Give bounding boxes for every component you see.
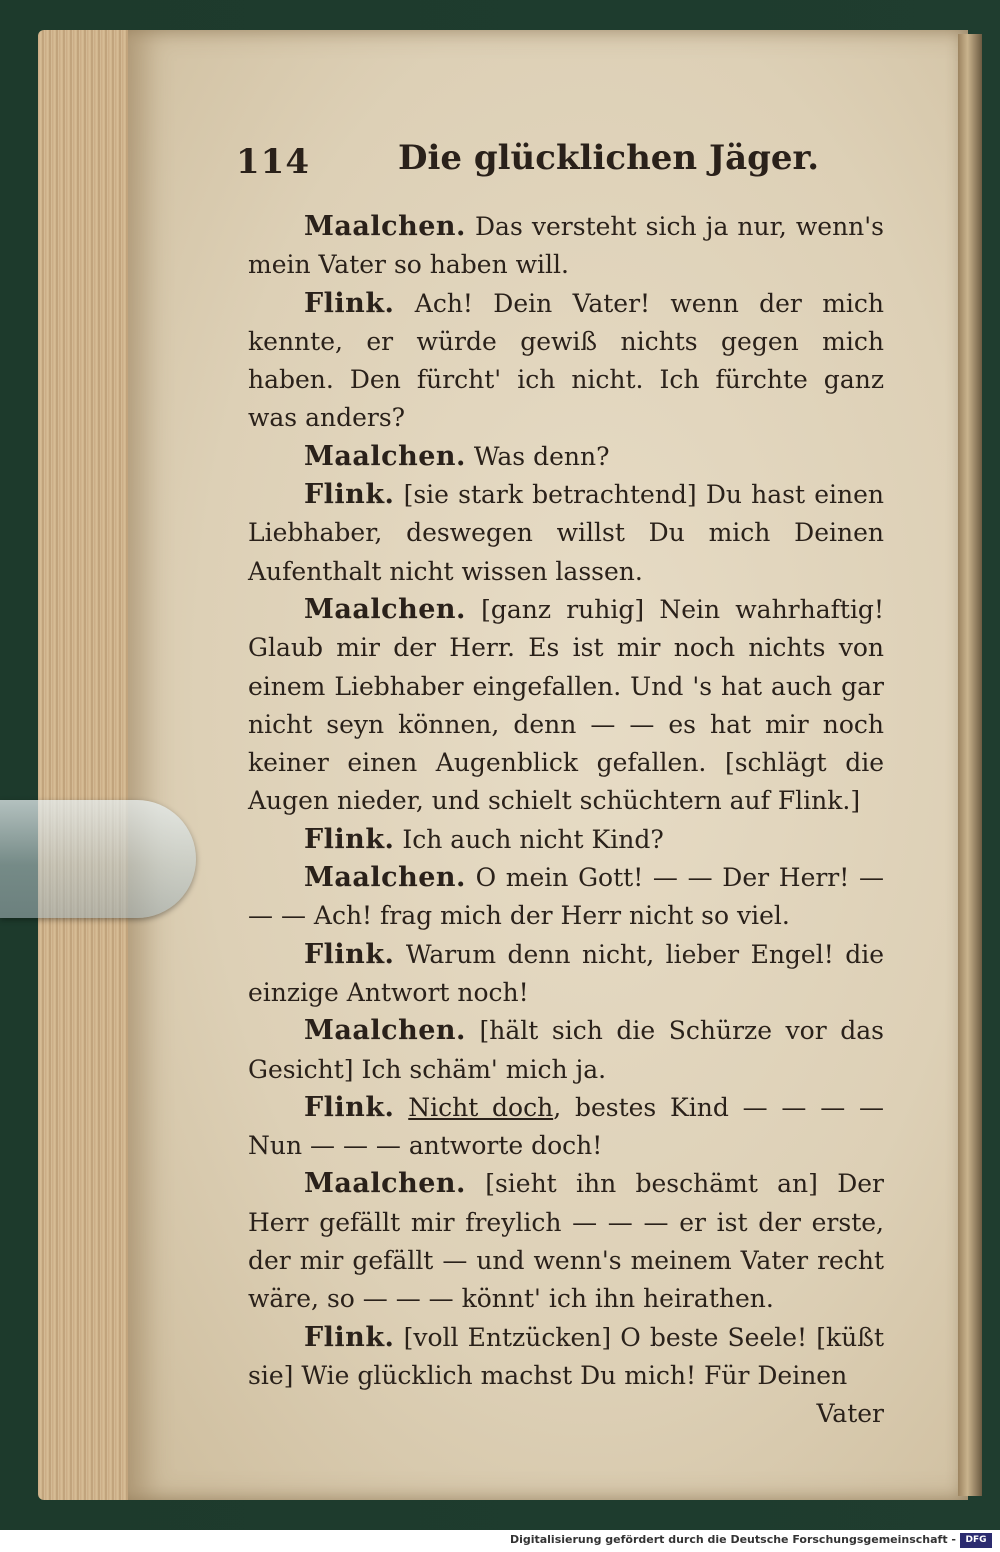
dialogue-line: O beste Seele! [küßt sie] Wie glücklich machst Du mich! Für Deinen [248,1322,884,1390]
dialogue-paragraph [248,438,884,476]
dialogue-paragraph [248,821,884,859]
funding-credit: Digitalisierung gefördert durch die Deutsche Forschungsgemeinschaft - [509,1533,956,1546]
dfg-logo: DFG [960,1533,992,1548]
speaker-name: Flink. [304,479,395,511]
dialogue-paragraph [248,285,884,438]
page-gutter [958,34,982,1496]
dialogue-line: Ich auch nicht Kind? [402,824,664,854]
stage-direction: [voll Entzücken] [403,1322,612,1352]
dialogue-line: Nein wahrhaftig! Glaub mir der Herr. Es ist mir noch nichts von einem Liebhaber eingefallen. Und 's hat auch gar nicht seyn können, denn — — es hat mir noch keiner einen Augenblick gefallen. [schlägt die Augen nieder, und schielt schüchtern auf Flink.] [248,594,884,816]
speaker-name: Flink. [304,1321,395,1353]
dialogue-paragraph [248,1089,884,1166]
dialogue-line: Das versteht sich ja nur, wenn's mein Vater so haben will. [248,212,884,280]
speaker-name: Maalchen. [304,440,466,472]
dialogue-line: Ich schäm' mich ja. [361,1054,607,1084]
page-edges [38,30,138,1500]
speaker-name: Flink. [304,287,395,319]
speaker-name: Flink. [304,1091,395,1123]
dialogue-paragraph [248,591,884,821]
speaker-name: Maalchen. [304,1168,466,1200]
speaker-name: Maalchen. [304,593,466,625]
dialogue-line: , bestes Kind — — — — Nun — — — antworte doch! [248,1092,885,1161]
dialogue-paragraph [248,1165,884,1318]
stage-direction: [sieht ihn beschämt an] [485,1169,818,1199]
speaker-name: Maalchen. [304,1015,466,1047]
page-header [236,134,876,190]
dialogue-line: Was denn? [473,441,610,471]
footer-bar [0,1530,1000,1552]
dialogue-line: Ach! Dein Vater! wenn der mich kennte, er würde gewiß nichts gegen mich haben. Den fürcht' ich nicht. Ich fürchte ganz was anders? [248,288,885,433]
dialogue-paragraph [248,1319,884,1396]
dialogue-paragraph [248,476,884,591]
dialogue-line: Du hast einen Liebhaber, deswegen willst Du mich Deinen Aufenthalt nicht wissen lassen. [248,480,884,586]
dialogue-paragraph [248,936,884,1013]
dialogue-line: O mein Gott! — — Der Herr! — — — Ach! frag mich der Herr nicht so viel. [248,863,884,931]
dialogue-paragraph [248,1012,884,1089]
speaker-name: Maalchen. [304,211,466,242]
page-number: 114 [236,142,310,182]
catchword: Vater [816,1399,884,1429]
dialogue-line: Der Herr gefällt mir freylich — — — er ist der erste, der mir gefällt — und wenn's meinem Vater recht wäre, so — — — könnt' ich ihn heirathen. [248,1169,884,1314]
speaker-name: Maalchen. [304,862,466,894]
stage-direction: [sie stark betrachtend] [403,480,697,510]
stage-direction: [hält sich die Schürze vor das Gesicht] [248,1016,884,1084]
speaker-name: Flink. [304,823,395,855]
stage-direction: [ganz ruhig] [481,594,645,624]
underlined-phrase: Nicht doch [408,1092,554,1122]
speaker-name: Flink. [304,938,395,970]
dialogue-paragraph [248,208,884,285]
dialogue-paragraph [248,859,884,936]
dialogue-line: Warum denn nicht, lieber Engel! die einzige Antwort noch! [248,939,884,1007]
running-title: Die glücklichen Jäger. [398,138,820,178]
page-clip [0,800,196,918]
dialogue-text [248,208,884,1434]
